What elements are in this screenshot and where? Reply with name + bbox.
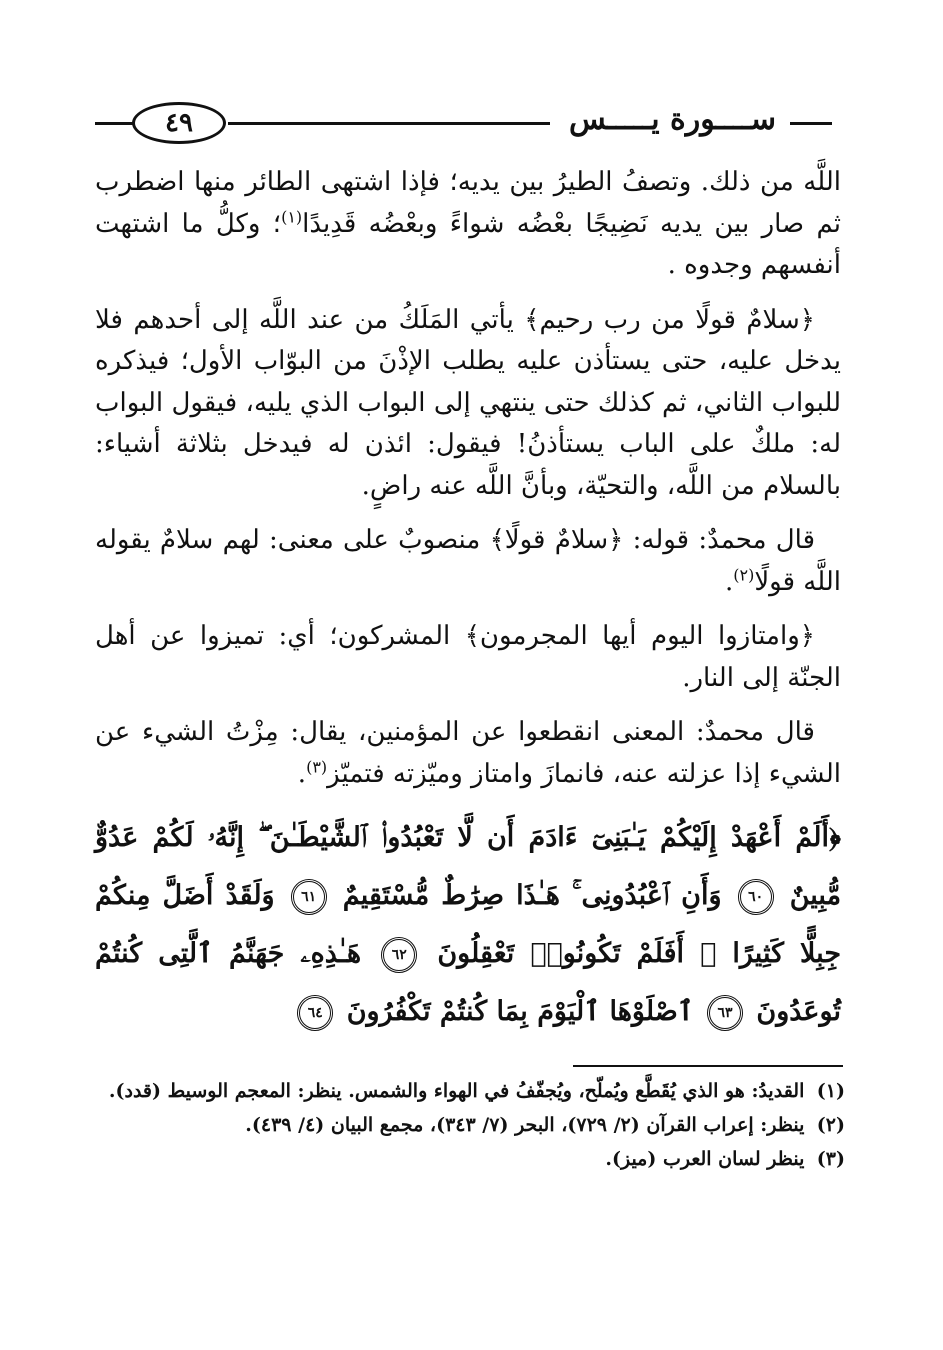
verse-text: وَلَقَدْ أَضَلَّ مِنكُمْ جِبِلًّا كَثِيرًا ۖ أَفَلَمْ تَكُونُوا۟ تَعْقِلُونَ xyxy=(95,880,842,969)
verse-text: هَـٰذِهِۦ جَهَنَّمُ ٱلَّتِى كُنتُمْ تُوعَدُونَ xyxy=(95,938,841,1027)
verse-text: وَأَنِ ٱعْبُدُونِى ۚ هَـٰذَا صِرَٰطٌ مُّسْتَقِيمٌ xyxy=(342,880,722,911)
quran-verse xyxy=(95,809,841,1041)
footnote xyxy=(95,1144,845,1174)
paragraph xyxy=(95,162,841,287)
footnote-number: (٣) xyxy=(816,1148,845,1170)
paragraph-text: . xyxy=(297,758,307,789)
footnote-number: (٢) xyxy=(816,1114,845,1136)
footnotes xyxy=(95,1076,845,1178)
ayah-number: ٦٣ xyxy=(707,995,743,1031)
paragraph-text: ؛ وكلُّ ما اشتهت أنفسهم وجدوه . xyxy=(95,208,841,280)
ayah-number: ٦٤ xyxy=(297,995,333,1031)
paragraph-text: . xyxy=(724,566,734,597)
page-number: ٤٩ xyxy=(132,102,226,144)
header-rule-middle xyxy=(228,122,550,125)
header-rule-left xyxy=(95,122,133,125)
footnote-number: (١) xyxy=(816,1080,845,1102)
footnote-text: ينظر لسان العرب (ميز). xyxy=(605,1148,805,1170)
footnote-ref: (٢) xyxy=(733,564,755,584)
verse-text: ﴿أَلَمْ أَعْهَدْ إِلَيْكُمْ يَـٰبَنِىٓ ءَادَمَ أَن لَّا تَعْبُدُوا۟ ٱلشَّيْطَـٰنَ ۖ إِنَّهُۥ لَكُمْ عَدُوٌّ مُّبِينٌ xyxy=(95,822,842,911)
surah-title: ســــورة يـــــس xyxy=(569,102,776,137)
footnote-text: القديدُ: هو الذي يُقَطَّع ويُملّح، ويُجفّفُ في الهواء والشمس. ينظر: المعجم الوسيط (قدد). xyxy=(108,1080,805,1102)
footnote-separator xyxy=(573,1065,843,1067)
footnote xyxy=(95,1110,845,1140)
header-rule-right xyxy=(790,122,832,125)
paragraph xyxy=(95,712,841,795)
verse-text: ٱصْلَوْهَا ٱلْيَوْمَ بِمَا كُنتُمْ تَكْفُرُونَ xyxy=(346,996,694,1027)
paragraph-text: قال محمدٌ: قوله: ﴿سلامٌ قولًا﴾ منصوبٌ على معنى: لهم سلامٌ يقوله اللَّه قولًا xyxy=(95,525,841,597)
ayah-number: ٦١ xyxy=(291,879,327,915)
paragraph: ﴿وامتازوا اليوم أيها المجرمون﴾ المشركون؛ أي: تميزوا عن أهل الجنّة إلى النار. xyxy=(95,621,841,693)
footnote-text: ينظر: إعراب القرآن (٢/ ٧٢٩)، البحر (٧/ ٣٤٣)، مجمع البيان (٤/ ٤٣٩). xyxy=(245,1114,805,1136)
footnote-ref: (١) xyxy=(281,206,303,226)
paragraph-text: قال محمدٌ: المعنى انقطعوا عن المؤمنين، يقال: مِزْتُ الشيء عن الشيء إذا عزلته عنه، فانمازَ وامتاز وميّزته فتميّز xyxy=(95,717,841,789)
body-text xyxy=(95,162,841,1041)
footnote-ref: (٣) xyxy=(306,756,328,776)
footnote xyxy=(95,1076,845,1106)
paragraph: ﴿سلامٌ قولًا من رب رحيم﴾ يأتي المَلَكُ من عند اللَّه إلى أحدهم فلا يدخل عليه، حتى يستأذن عليه يطلب الإذْنَ من البوّاب الأول؛ فيذكره للبواب الثاني، ثم كذلك حتى ينتهي إلى البواب الذي يليه، فيقول البواب له: ملكٌ على الباب يستأذنُ! فيقول: ائذن له فيدخل بثلاثة أشياء: بالسلام من اللَّه، والتحيّة، وبأنَّ اللَّه عنه راضٍ. xyxy=(95,304,841,501)
paragraph-text: اللَّه من ذلك. وتصفُ الطيرُ بين يديه؛ فإذا اشتهى الطائر منها اضطرب ثم صار بين يديه نَضِيجًا بعْضُه شواءً وبعْضُه قَدِيدًا xyxy=(95,167,841,239)
ayah-number: ٦٢ xyxy=(381,937,417,973)
paragraph xyxy=(95,520,841,603)
ayah-number: ٦٠ xyxy=(738,879,774,915)
